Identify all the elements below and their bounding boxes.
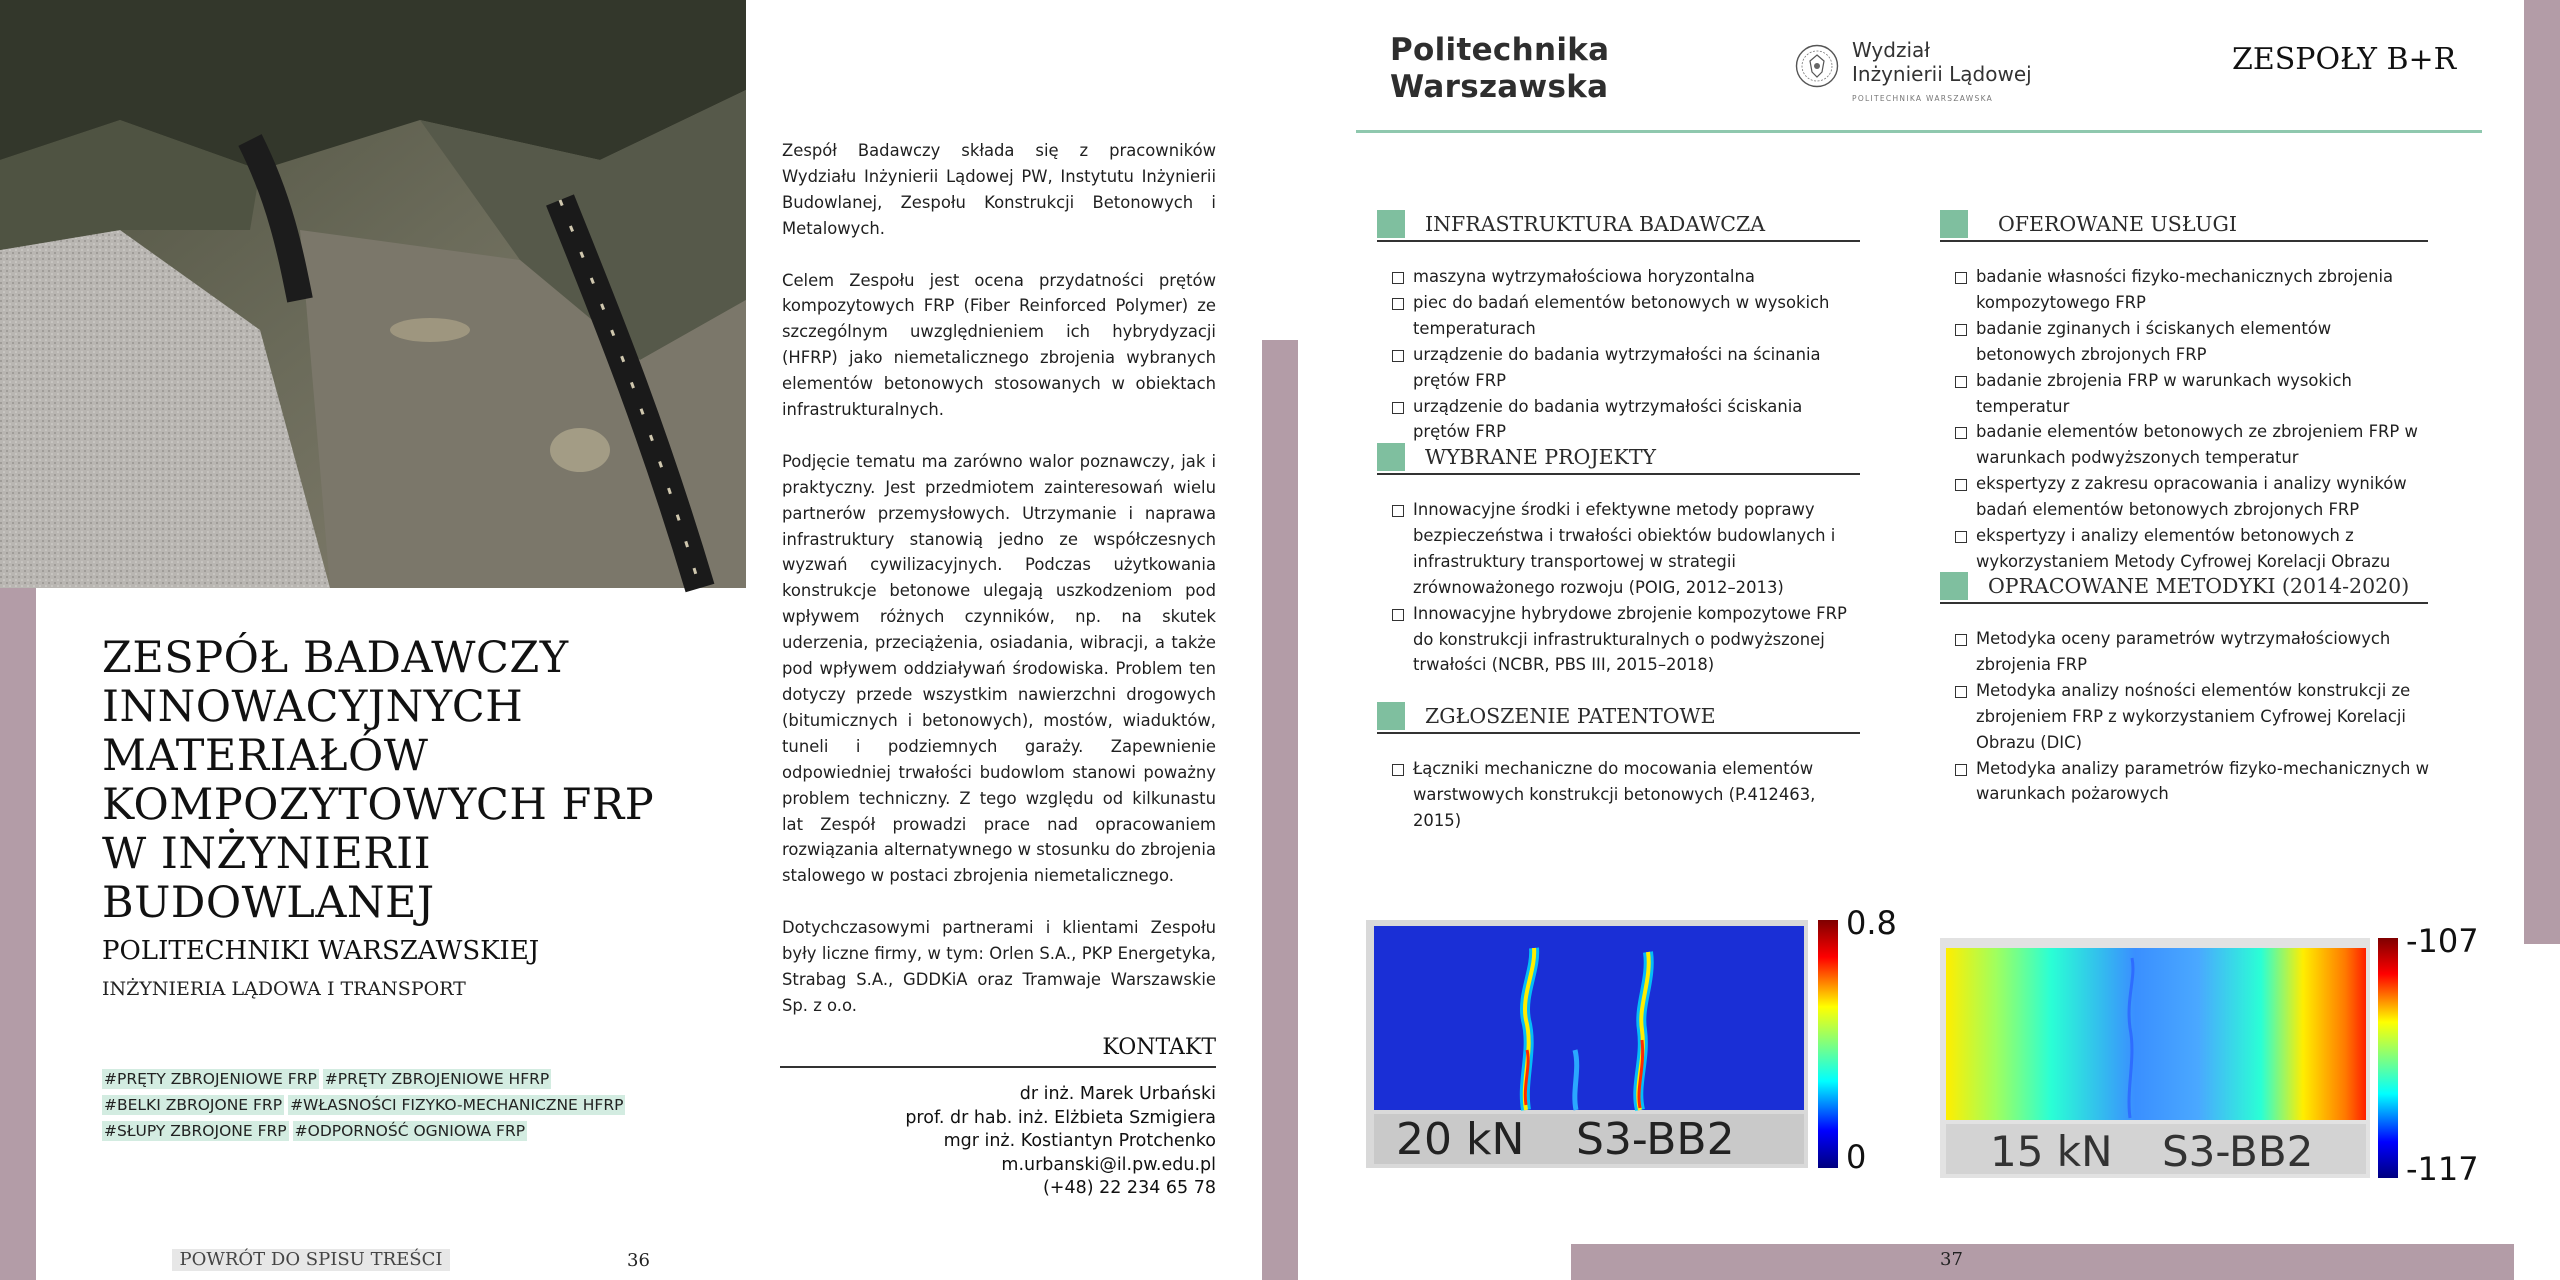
section-heading-text: ZGŁOSZENIE PATENTOWE bbox=[1425, 704, 1716, 728]
figure-specimen-label: S3-BB2 bbox=[1576, 1114, 1735, 1165]
list-item: Innowacyjne środki i efektywne metody poprawy bezpieczeństwa i trwałości obiektów budowlanych i infrastruktury transportowej w strategii zrównoważonego rozwoju (POIG, 2012–2013) bbox=[1390, 497, 1860, 601]
right-mauve-strip bbox=[2524, 0, 2560, 944]
contact-phone[interactable]: (+48) 22 234 65 78 bbox=[1042, 1178, 1216, 1198]
contact-person: mgr inż. Kostiantyn Protchenko bbox=[943, 1131, 1216, 1151]
section-marker bbox=[1377, 443, 1405, 471]
hashtag-list bbox=[102, 1066, 662, 1144]
list-item: badanie własności fizyko-mechanicznych zbrojenia kompozytowego FRP bbox=[1953, 264, 2429, 316]
title-line: MATERIAŁÓW bbox=[102, 731, 429, 781]
dic-displacement-figure bbox=[1940, 918, 2500, 1188]
page-number-right: 37 bbox=[1940, 1249, 1963, 1270]
section-rule bbox=[1377, 473, 1860, 475]
title-line: KOMPOZYTOWYCH FRP bbox=[102, 780, 655, 830]
section-heading-text: INFRASTRUKTURA BADAWCZA bbox=[1425, 212, 1766, 236]
patent-list bbox=[1390, 756, 1860, 834]
section-heading-text: WYBRANE PROJEKTY bbox=[1425, 445, 1657, 469]
page-number-left: 36 bbox=[627, 1250, 650, 1271]
hashtag[interactable]: #PRĘTY ZBROJENIOWE FRP bbox=[104, 1070, 317, 1088]
section-rule bbox=[1377, 732, 1860, 734]
section-marker bbox=[1377, 210, 1405, 238]
list-item: piec do badań elementów betonowych w wysokich temperaturach bbox=[1390, 290, 1860, 342]
hashtag[interactable]: #PRĘTY ZBROJENIOWE HFRP bbox=[324, 1070, 550, 1088]
back-to-contents-button[interactable]: POWRÓT DO SPISU TREŚCI bbox=[172, 1249, 450, 1271]
hashtag[interactable]: #BELKI ZBROJONE FRP bbox=[104, 1096, 283, 1114]
list-item: Metodyka analizy nośności elementów konstrukcji ze zbrojeniem FRP z wykorzystaniem Cyfrowej Korelacji Obrazu (DIC) bbox=[1953, 678, 2429, 756]
list-item: urządzenie do badania wytrzymałości ściskania prętów FRP bbox=[1390, 394, 1860, 446]
list-item: ekspertyzy i analizy elementów betonowych z wykorzystaniem Metody Cyfrowej Korelacji Obrazu bbox=[1953, 523, 2429, 575]
section-marker bbox=[1940, 210, 1968, 238]
contact-email[interactable]: m.urbanski@il.pw.edu.pl bbox=[1001, 1154, 1216, 1175]
description-paragraph: Zespół Badawczy składa się z pracowników Wydziału Inżynierii Lądowej PW, Instytutu Inżynierii Budowlanej, Zespołu Konstrukcji Betonowych i Metalowych. bbox=[782, 141, 1216, 238]
methods-list bbox=[1953, 626, 2429, 807]
title-line: ZESPÓŁ BADAWCZY bbox=[102, 633, 569, 683]
team-title-block bbox=[102, 634, 762, 966]
list-item: maszyna wytrzymałościowa horyzontalna bbox=[1390, 264, 1860, 290]
section-marker bbox=[1940, 572, 1968, 600]
list-item: ekspertyzy z zakresu opracowania i analizy wyników badań elementów betonowych zbrojonych FRP bbox=[1953, 471, 2429, 523]
dic-strain-figure bbox=[1366, 900, 1897, 1176]
projects-list bbox=[1390, 497, 1860, 678]
header-divider bbox=[1356, 130, 2482, 133]
faculty-logo-text bbox=[1852, 38, 2032, 86]
contact-person: prof. dr hab. inż. Elżbieta Szmigiera bbox=[905, 1107, 1216, 1128]
colorbar-min-label: 0 bbox=[1846, 1138, 1867, 1176]
team-title bbox=[102, 634, 762, 928]
list-item: Metodyka oceny parametrów wytrzymałościowych zbrojenia FRP bbox=[1953, 626, 2429, 678]
list-item: badanie zbrojenia FRP w warunkach wysokich temperatur bbox=[1953, 368, 2429, 420]
section-label: ZESPOŁY B+R bbox=[2232, 42, 2457, 77]
section-rule bbox=[1377, 240, 1860, 242]
faculty-logo-small: POLITECHNIKA WARSZAWSKA bbox=[1852, 94, 1994, 103]
services-list bbox=[1953, 264, 2429, 575]
list-item: Innowacyjne hybrydowe zbrojenie kompozytowe FRP do konstrukcji infrastrukturalnych o podwyższonej trwałości (NCBR, PBS III, 2015–2018) bbox=[1390, 601, 1860, 679]
gutter-mauve-strip bbox=[1262, 340, 1298, 1280]
list-item: Łączniki mechaniczne do mocowania elementów warstwowych konstrukcji betonowych (P.412463, 2015) bbox=[1390, 756, 1860, 834]
hashtag[interactable]: #ODPORNOŚĆ OGNIOWA FRP bbox=[294, 1122, 526, 1140]
list-item: badanie elementów betonowych ze zbrojeniem FRP w warunkach podwyższonych temperatur bbox=[1953, 419, 2429, 471]
description-paragraph: Dotychczasowymi partnerami i klientami Zespołu były liczne firmy, w tym: Orlen S.A., PKP Energetyka, Strabag S.A., GDDKiA oraz Tramwaje Warszawskie Sp. z o.o. bbox=[782, 918, 1216, 1015]
list-item: urządzenie do badania wytrzymałości na ścinania prętów FRP bbox=[1390, 342, 1860, 394]
title-line: W INŻYNIERII BUDOWLANEJ bbox=[102, 829, 435, 928]
section-marker bbox=[1377, 702, 1405, 730]
university-seal-icon bbox=[1795, 44, 1839, 88]
list-item: Metodyka analizy parametrów fizyko-mechanicznych w warunkach pożarowych bbox=[1953, 756, 2429, 808]
colorbar-max-label: 0.8 bbox=[1846, 904, 1897, 942]
frp-bars-photo bbox=[0, 0, 746, 588]
list-item: badanie zginanych i ściskanych elementów betonowych zbrojonych FRP bbox=[1953, 316, 2429, 368]
section-heading-text: OFEROWANE USŁUGI bbox=[1998, 212, 2237, 236]
contact-list bbox=[782, 1083, 1216, 1201]
section-rule bbox=[1940, 602, 2428, 604]
faculty-line: Wydział bbox=[1852, 38, 1930, 62]
section-heading-text: OPRACOWANE METODYKI (2014-2020) bbox=[1988, 574, 2410, 598]
contact-divider bbox=[780, 1066, 1216, 1068]
figure-load-label: 15 kN bbox=[1990, 1127, 2113, 1176]
hashtag[interactable]: #WŁASNOŚCI FIZYKO-MECHANICZNE HFRP bbox=[290, 1096, 624, 1114]
logo-line: Politechnika bbox=[1390, 32, 1610, 68]
description-paragraph: Celem Zespołu jest ocena przydatności prętów kompozytowych FRP (Fiber Reinforced Polymer) ze szczególnym uwzględnieniem ich hybrydyzacji (HFRP) jako niemetalicznego zbrojenia wybranych elementów betonowych stosowanych w obiektach infrastrukturalnych. bbox=[782, 270, 1216, 420]
team-description bbox=[782, 138, 1216, 1045]
contact-heading: KONTAKT bbox=[1102, 1035, 1216, 1060]
team-subtitle: POLITECHNIKI WARSZAWSKIEJ bbox=[102, 936, 540, 966]
hashtag[interactable]: #SŁUPY ZBROJONE FRP bbox=[104, 1122, 287, 1140]
logo-line: Warszawska bbox=[1390, 69, 1609, 105]
faculty-line: Inżynierii Lądowej bbox=[1852, 62, 2032, 86]
infrastructure-list bbox=[1390, 264, 1860, 445]
section-rule bbox=[1940, 240, 2428, 242]
figure-load-label: 20 kN bbox=[1396, 1114, 1525, 1165]
figure-specimen-label: S3-BB2 bbox=[2162, 1127, 2314, 1176]
pw-logo bbox=[1390, 32, 1609, 106]
colorbar-max-label: -107 bbox=[2406, 922, 2479, 960]
colorbar-min-label: -117 bbox=[2406, 1150, 2479, 1188]
footer-mauve-bar bbox=[1571, 1244, 2514, 1280]
title-line: INNOWACYJNYCH bbox=[102, 682, 524, 732]
faculty-label: INŻYNIERIA LĄDOWA I TRANSPORT bbox=[102, 978, 466, 1000]
description-paragraph: Podjęcie tematu ma zarówno walor poznawczy, jak i praktyczny. Jest przedmiotem zainteresowań wielu partnerów przemysłowych. Utrzymanie i naprawa infrastruktury stanowią jedno ze współczesnych wyzwań cywilizacyjnych. Podczas użytkowania konstrukcje betonowe ulegają uszkodzeniom pod wpływem różnych czynników, np. na skutek uderzenia, przeciążenia, osiadania, wibracji, a także pod wpływem oddziaływań środowiska. Problem ten dotyczy przede wszystkim nawierzchni drogowych (bitumicznych i betonowych), mostów, wiaduktów, tuneli i podziemnych garaży. Zapewnienie odpowiedniej trwałości budowlom stanowi poważny problem techniczny. Z tego względu od kilkunastu lat Zespół prowadzi prace nad opracowaniem rozwiązania alternatywnego w stosunku do zbrojenia stalowego w postaci zbrojenia niemetalicznego. bbox=[782, 451, 1216, 886]
contact-person: dr inż. Marek Urbański bbox=[1019, 1084, 1216, 1104]
